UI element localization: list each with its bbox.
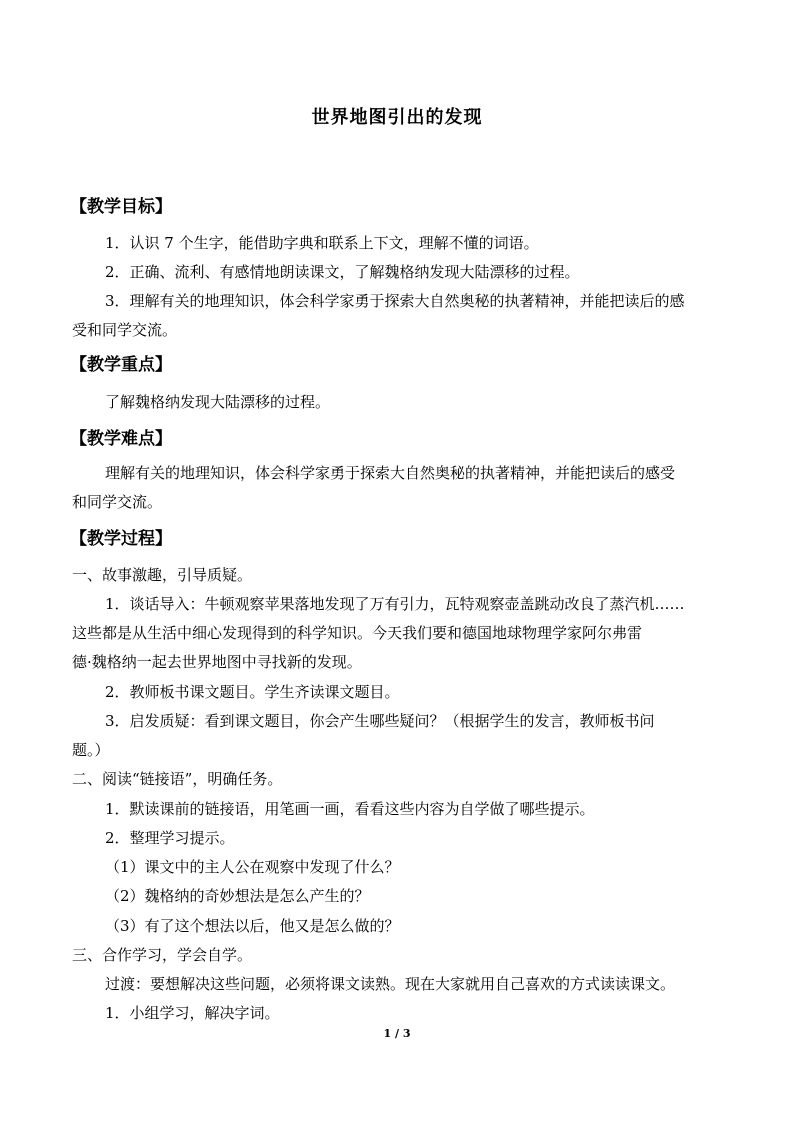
heading-process: 【教学过程】: [70, 529, 172, 549]
process-line-10: 2．整理学习提示。: [105, 829, 235, 847]
heading-difficulty: 【教学难点】: [70, 429, 172, 449]
process-line-16: 1．小组学习，解决字词。: [105, 1004, 280, 1022]
process-line-2: 1．谈话导入：牛顿观察苹果落地发现了万有引力，瓦特观察壶盖跳动改良了蒸汽机……: [105, 595, 685, 613]
heading-focus: 【教学重点】: [70, 355, 172, 375]
difficulty-line-1: 理解有关的地理知识，体会科学家勇于探索大自然奥秘的执著精神，并能把读后的感受: [105, 464, 676, 482]
process-line-15: 过渡：要想解决这些问题，必须将课文读熟。现在大家就用自己喜欢的方式读读课文。: [105, 975, 676, 993]
goals-line-2: 2．正确、流利、有感情地朗读课文，了解魏格纳发现大陆漂移的过程。: [105, 263, 580, 281]
process-line-12: （2）魏格纳的奇妙想法是怎么产生的？: [105, 887, 370, 905]
document-title: 世界地图引出的发现: [311, 107, 483, 128]
process-line-14: 三、合作学习，学会自学。: [72, 946, 253, 964]
page-number: 1 / 3: [383, 1027, 411, 1040]
process-line-6: 3．启发质疑：看到课文题目，你会产生哪些疑问？（根据学生的发言，教师板书问: [105, 712, 655, 730]
process-line-7: 题。）: [72, 741, 110, 759]
process-line-5: 2．教师板书课文题目。学生齐读课文题目。: [105, 683, 400, 701]
process-line-11: （1）课文中的主人公在观察中发现了什么？: [105, 858, 400, 876]
process-line-9: 1．默读课前的链接语，用笔画一画，看看这些内容为自学做了哪些提示。: [105, 800, 595, 818]
process-line-4: 德·魏格纳一起去世界地图中寻找新的发现。: [72, 653, 362, 671]
process-line-8: 二、阅读“链接语”，明确任务。: [72, 770, 283, 788]
goals-line-1: 1．认识 7 个生字，能借助字典和联系上下文，理解不懂的词语。: [105, 234, 539, 252]
goals-line-3: 3．理解有关的地理知识，体会科学家勇于探索大自然奥秘的执著精神，并能把读后的感: [105, 292, 685, 310]
heading-goals: 【教学目标】: [70, 197, 172, 217]
process-line-3: 这些都是从生活中细心发现得到的科学知识。今天我们要和德国地球物理学家阿尔弗雷: [72, 624, 643, 642]
process-line-1: 一、故事激趣，引导质疑。: [72, 566, 253, 584]
process-line-13: （3）有了这个想法以后，他又是怎么做的？: [105, 917, 400, 935]
focus-line-1: 了解魏格纳发现大陆漂移的过程。: [105, 393, 331, 411]
goals-line-4: 受和同学交流。: [72, 321, 178, 339]
difficulty-line-2: 和同学交流。: [72, 493, 163, 511]
